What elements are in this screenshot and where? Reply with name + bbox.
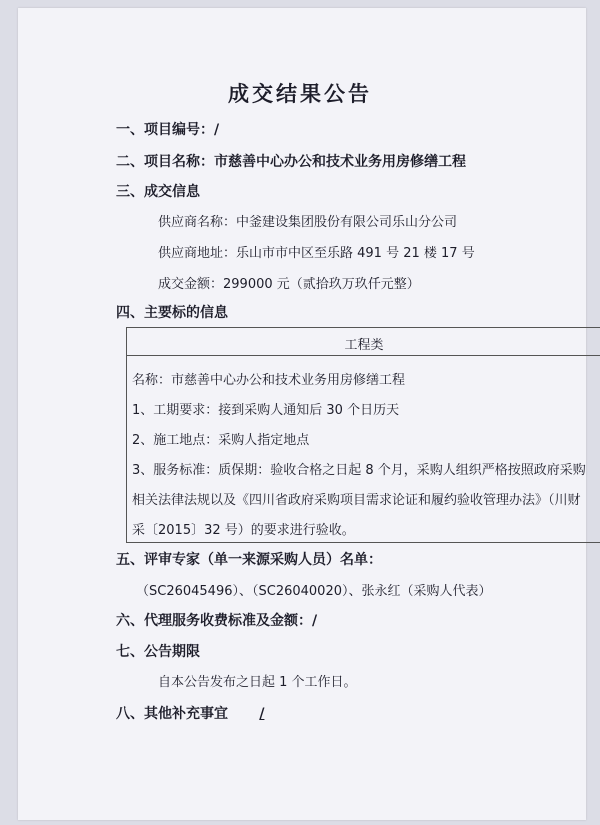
table-item-standard-cont: 相关法律法规以及《四川省政府采购项目需求论证和履约验收管理办法》（川财 (132, 493, 581, 508)
section-experts: 五、评审专家（单一来源采购人员）名单： (116, 552, 382, 568)
table-name: 名称：市慈善中心办公和技术业务用房修缮工程 (132, 373, 406, 388)
table-item-location: 2、施工地点：采购人指定地点 (132, 433, 310, 448)
section-main-subject: 四、主要标的信息 (116, 305, 228, 321)
other-matters-label: 八、其他补充事宜 (116, 706, 228, 722)
section-project-number: 一、项目编号：/ (116, 122, 220, 138)
section-agency-fee: 六、代理服务收费标准及金额：/ (116, 613, 318, 629)
section-deal-info: 三、成交信息 (116, 184, 200, 200)
notice-period-text: 自本公告发布之日起 1 个工作日。 (158, 675, 357, 690)
other-matters-value: / (259, 706, 265, 722)
section-project-name: 二、项目名称：市慈善中心办公和技术业务用房修缮工程 (116, 154, 466, 170)
table-header-label: 工程类 (344, 338, 384, 353)
table-header-row (127, 328, 600, 356)
table-item-duration: 1、工期要求：接到采购人通知后 30 个日历天 (132, 403, 400, 418)
table-item-standard: 3、服务标准：质保期：验收合格之日起 8 个月，采购人组织严格按照政府采购 (132, 463, 586, 478)
supplier-address: 供应商地址：乐山市市中区至乐路 491 号 21 楼 17 号 (158, 246, 475, 261)
deal-amount: 成交金额：299000 元（贰拾玖万玖仟元整） (158, 277, 420, 292)
expert-list: （SC26045496）、（SC26040020）、张永红（采购人代表） (136, 584, 492, 599)
table-item-standard-end: 采〔2015〕32 号）的要求进行验收。 (132, 523, 355, 538)
supplier-name: 供应商名称：中釜建设集团股份有限公司乐山分公司 (158, 215, 458, 230)
section-other-matters (116, 703, 283, 723)
document-title: 成交结果公告 (228, 82, 372, 106)
section-notice-period: 七、公告期限 (116, 644, 200, 660)
